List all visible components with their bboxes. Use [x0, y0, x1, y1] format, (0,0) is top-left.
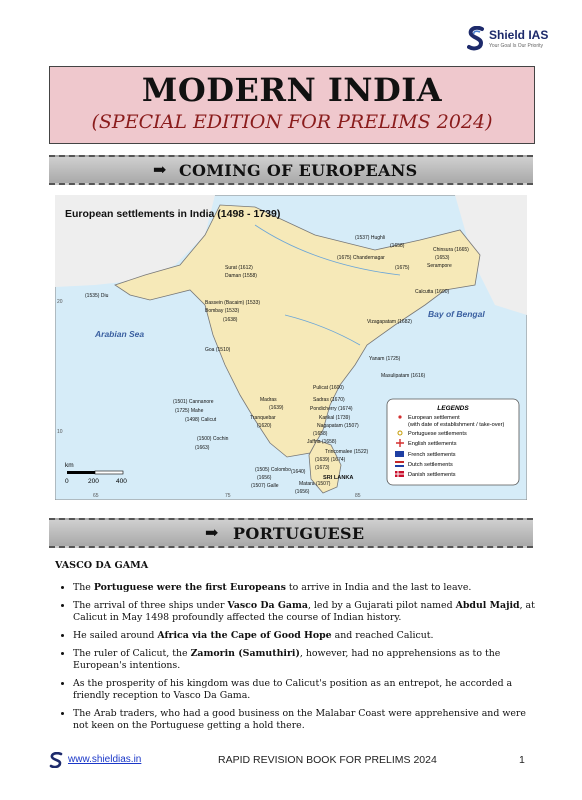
settlement-label: Trincomalee (1522) [325, 449, 369, 455]
legend-item: Dutch settlements [408, 462, 453, 468]
settlement-label: Pulicat (1600) [313, 385, 344, 391]
logo-tagline: Your Goal Is Our Priority [489, 43, 544, 49]
sea-label-bay: Bay of Bengal [428, 309, 485, 319]
settlement-label: (1500) Cochin [197, 436, 229, 442]
legend-title: LEGENDS [437, 405, 469, 412]
settlement-label: (1673) [315, 465, 330, 471]
section-label: PORTUGUESE [233, 524, 365, 543]
settlement-label: Serampore [427, 263, 452, 269]
settlement-label: (1535) Diu [85, 293, 109, 299]
page-number: 1 [519, 754, 525, 766]
legend-item: European settlement [408, 415, 460, 421]
bullet-item: • The Portuguese were the first Europeans to arrive in India and the last to leave. [73, 582, 535, 594]
bullet-item: • The Arab traders, who had a good business on the Malabar Coast were apprehensive and were not keen on the Portuguese getting a hold there. [73, 708, 535, 732]
title-box [49, 66, 535, 144]
settlement-label: (1675) Chandernagar [337, 255, 385, 261]
settlement-label: Matara (1507) [299, 481, 331, 487]
lon-label: 75 [225, 493, 231, 499]
settlement-label: Jaffna (1658) [307, 439, 337, 445]
logo-name: Shield IAS [489, 28, 549, 42]
footer-title: RAPID REVISION BOOK FOR PRELIMS 2024 [218, 754, 437, 766]
settlement-label: (1656) [295, 489, 310, 495]
settlement-label: (1640) [291, 469, 306, 475]
settlement-label: (1498) Calicut [185, 417, 217, 423]
settlement-label: Sadras (1670) [313, 397, 345, 403]
section-label: COMING OF EUROPEANS [179, 161, 418, 180]
lon-label: 65 [93, 493, 99, 499]
sea-label-arabian: Arabian Sea [95, 329, 145, 339]
settlement-label: (1507) Galle [251, 483, 279, 489]
settlement-label: Surat (1612) [225, 265, 253, 271]
shield-ias-logo [467, 24, 567, 54]
shield-s-logo-icon [49, 752, 63, 768]
legend-item: French settlements [408, 452, 456, 458]
settlement-label: (1663) [195, 445, 210, 451]
lon-label: 85 [355, 493, 361, 499]
settlement-label: Pondicherry (1674) [310, 406, 353, 412]
subheading: VASCO DA GAMA [55, 560, 149, 571]
settlement-label: (1656) [257, 475, 272, 481]
scale-tick: 400 [116, 478, 127, 485]
legend-item: Portuguese settlements [408, 431, 467, 437]
scale-tick: 200 [88, 478, 99, 485]
settlement-label: Masulipatam (1616) [381, 373, 426, 379]
shield-s-logo-icon [467, 26, 485, 52]
settlement-label: Daman (1558) [225, 273, 257, 279]
settlement-label: (1675) [395, 265, 410, 271]
settlement-label: (1653) [435, 255, 450, 261]
settlement-label: Nagapatam (1507) [317, 423, 359, 429]
settlement-label: (1639) [269, 405, 284, 411]
settlement-label: (1658) [313, 431, 328, 437]
bullet-item: • The arrival of three ships under Vasco Da Gama, led by a Gujarati pilot named Abdul Majid, at Calicut in May 1498 profoundly affected the course of Indian history. [73, 600, 535, 624]
page-title: MODERN INDIA [141, 71, 443, 109]
arrow-right-icon: ➡ [153, 160, 167, 179]
arrow-right-icon: ➡ [205, 523, 219, 542]
settlement-label: (1639) (1674) [315, 457, 346, 463]
settlement-label: (1658) [390, 243, 405, 249]
section-header-coming-of-europeans [49, 155, 533, 185]
legend-item: English settlements [408, 441, 457, 447]
legend-item: Danish settlements [408, 472, 456, 478]
settlement-label: (1537) Hughli [355, 235, 386, 241]
legend-dot [398, 415, 401, 418]
settlement-label: Calcutta (1690) [415, 289, 450, 295]
settlement-label: Chinsura (1665) [433, 247, 469, 253]
section-header-portuguese [49, 518, 533, 548]
settlement-label: Madras [260, 397, 277, 403]
settlement-label: Goa (1510) [205, 347, 231, 353]
scale-unit: km [65, 462, 74, 469]
settlement-label: Karikal (1739) [319, 415, 351, 421]
scale-tick: 0 [65, 478, 69, 485]
settlement-label: (1505) Colombo [255, 467, 291, 473]
bullet-item: • As the prosperity of his kingdom was due to Calicut's position as an entrepot, he accorded a friendly reception to Vasco Da Gama. [73, 678, 535, 702]
footer-website-link[interactable]: www.shieldias.in [68, 754, 142, 765]
settlement-label: (1620) [257, 423, 272, 429]
settlement-label: Bassein (Bacaim) (1533) [205, 300, 261, 306]
map-legend [387, 399, 519, 485]
settlement-label: Bombay (1533) [205, 308, 240, 314]
bullet-item: • The ruler of Calicut, the Zamorin (Samuthiri), however, had no apprehensions as to the European's intentions. [73, 648, 535, 672]
legend-item: (with date of establishment / take-over) [408, 422, 505, 428]
lat-label: 20 [57, 299, 63, 305]
settlement-label: SRI LANKA [323, 475, 354, 481]
settlement-label: (1638) [223, 317, 238, 323]
map-title: European settlements in India (1498 - 1739) [65, 208, 281, 220]
page-subtitle: (SPECIAL EDITION FOR PRELIMS 2024) [91, 111, 493, 133]
settlement-label: (1725) Mahe [175, 408, 204, 414]
legend-french-symbol [395, 451, 404, 457]
bullet-list [55, 582, 535, 732]
settlement-label: Tranquebar [250, 415, 276, 421]
legend-dutch-symbol [395, 465, 404, 467]
portuguese-content [55, 560, 535, 738]
settlement-label: (1501) Cannanore [173, 399, 214, 405]
european-settlements-map [55, 195, 527, 500]
bullet-item: • He sailed around Africa via the Cape of Good Hope and reached Calicut. [73, 630, 535, 642]
settlement-label: Vizagapatam (1682) [367, 319, 412, 325]
settlement-label: Yanam (1725) [369, 356, 401, 362]
lat-label: 10 [57, 429, 63, 435]
